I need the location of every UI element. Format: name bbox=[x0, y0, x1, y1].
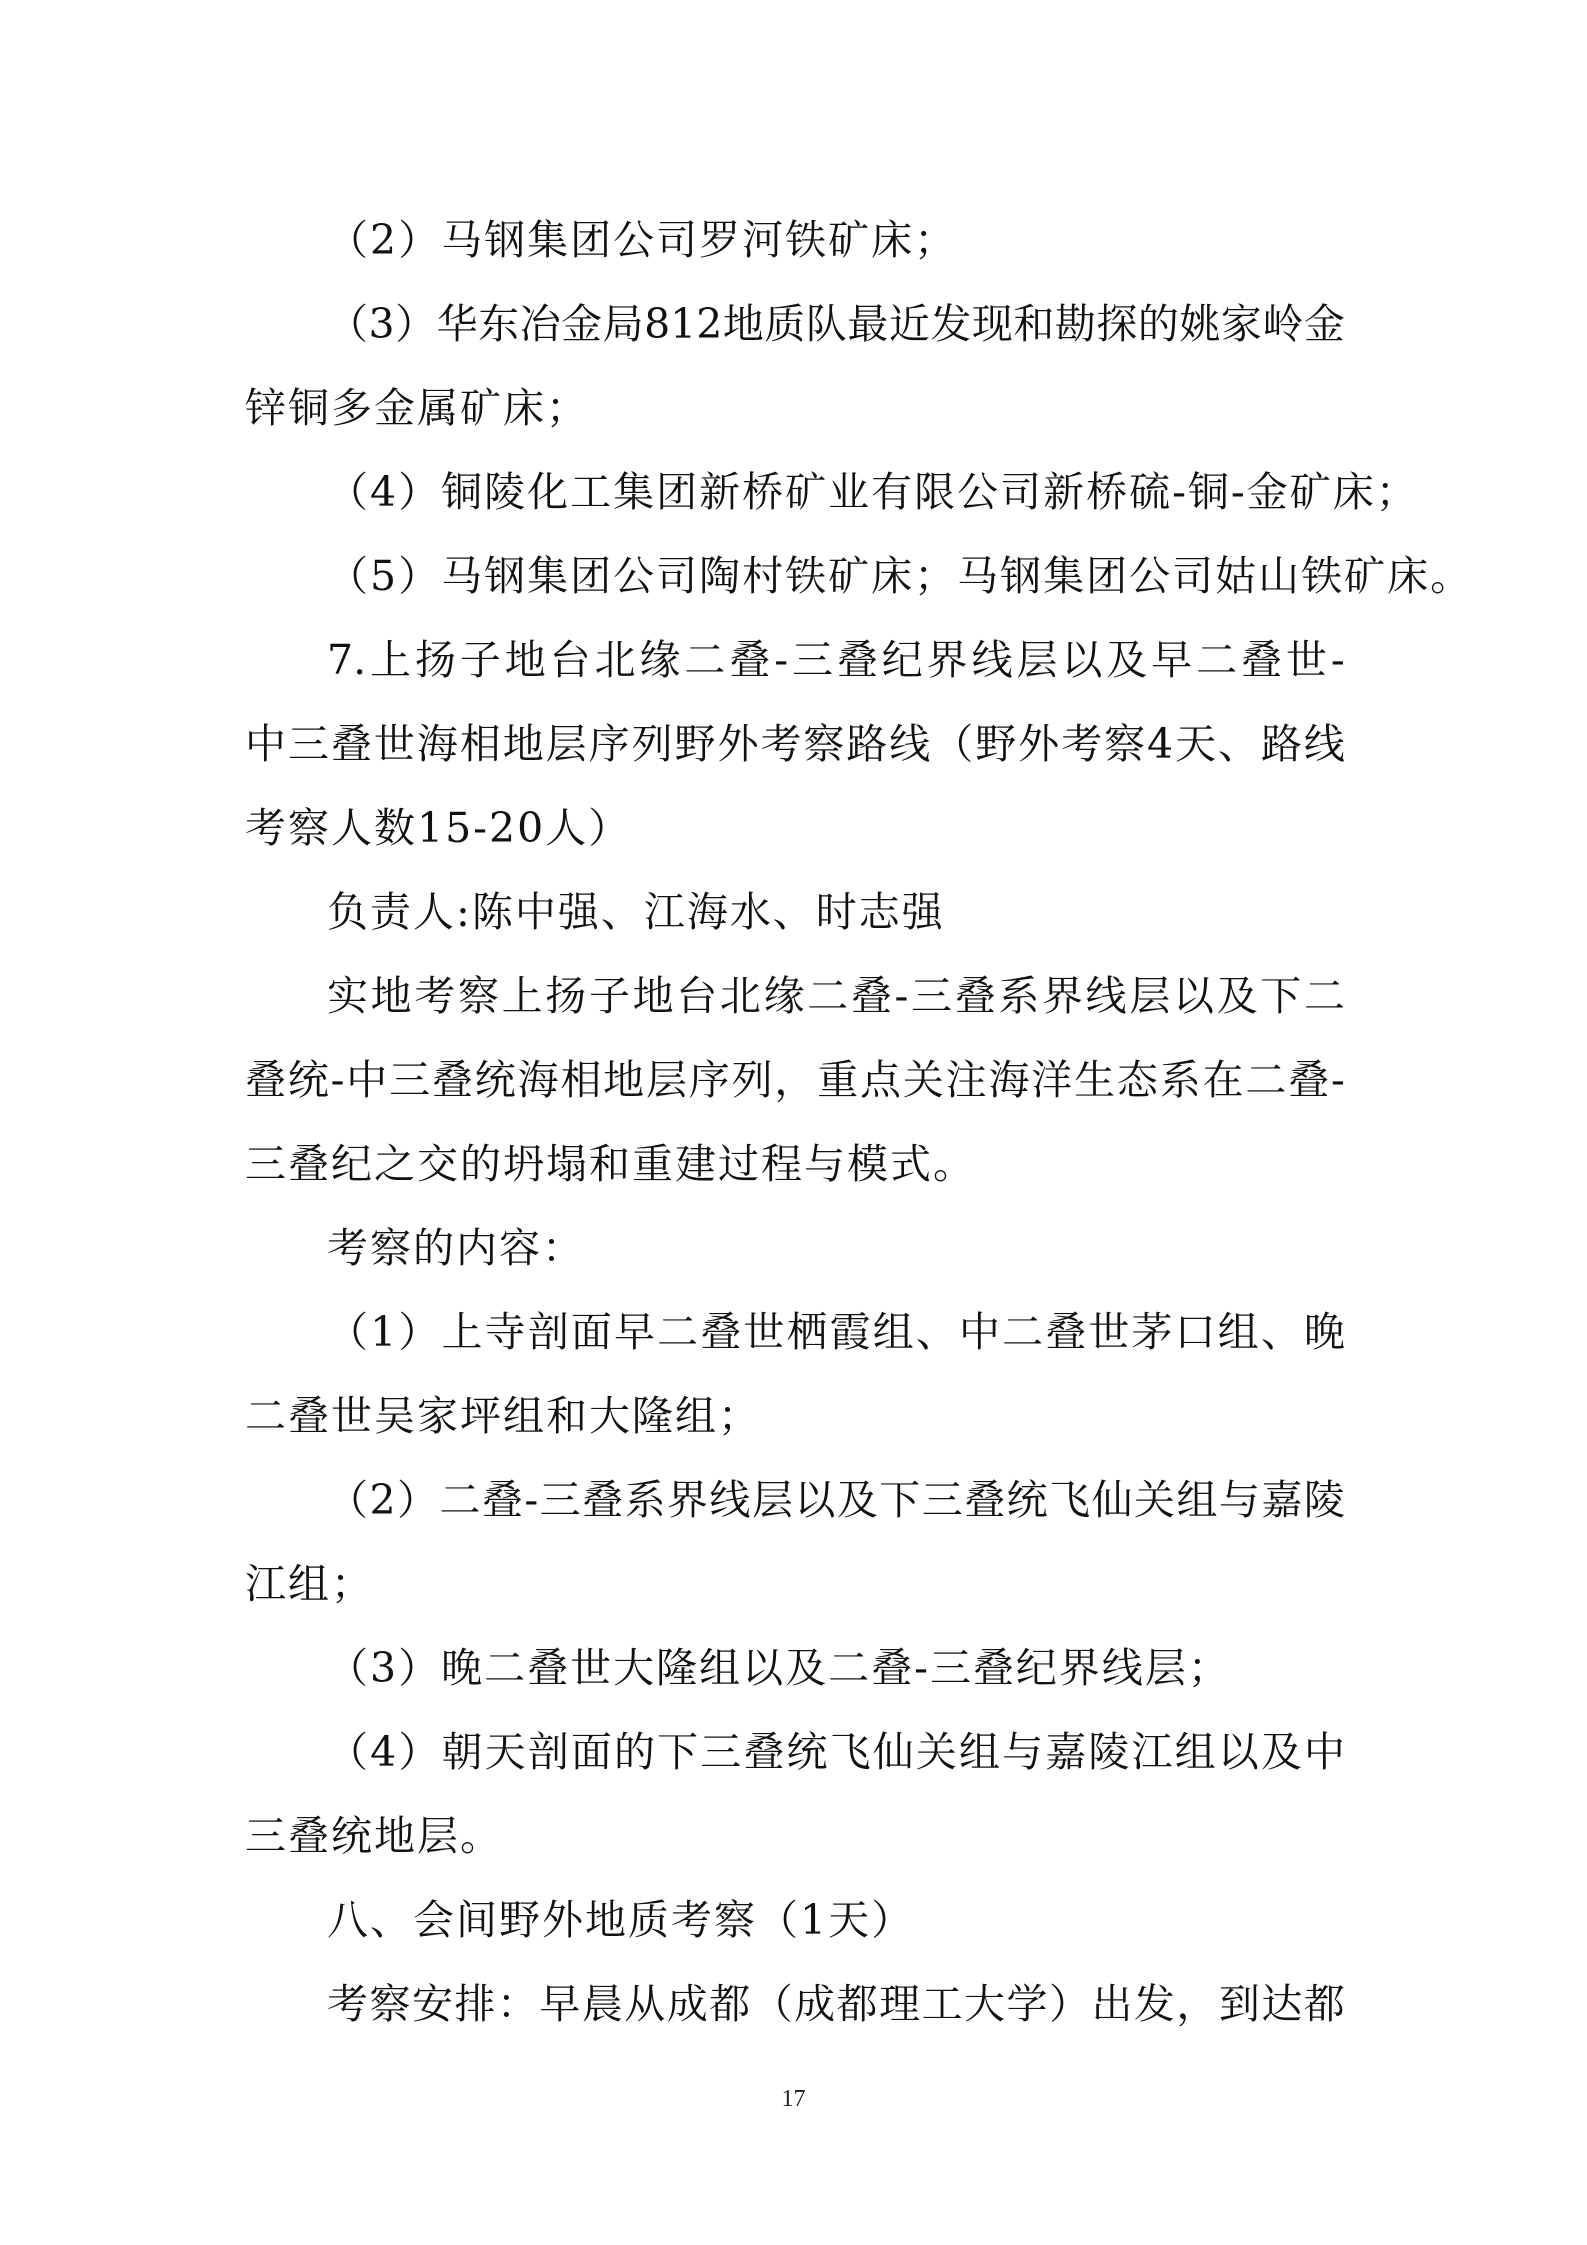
text-line: 锌铜多金属矿床； bbox=[245, 384, 589, 432]
text-line: （4）铜陵化工集团新桥矿业有限公司新桥硫-铜-金矿床； bbox=[327, 468, 1419, 516]
document-body bbox=[245, 198, 1474, 2046]
text-line: 二叠世吴家坪组和大隆组； bbox=[245, 1392, 761, 1440]
text-line: 负责人:陈中强、江海水、时志强 bbox=[327, 888, 945, 936]
text-line: 八、会间野外地质考察（1天） bbox=[327, 1896, 915, 1944]
text-line: 叠 统 - 中 三 叠 统 海 相 地 层 序 列 ， 重 点 关 注 海 洋 生 态 系 在 二 叠 - bbox=[245, 1056, 1345, 1104]
text-line: 三叠纪之交的坍塌和重建过程与模式。 bbox=[245, 1140, 976, 1188]
text-line: 考察人数15-20人） bbox=[245, 804, 632, 852]
text-line: 三叠统地层。 bbox=[245, 1812, 503, 1860]
text-line: （ 1 ） 上 寺 剖 面 早 二 叠 世 栖 霞 组 、 中 二 叠 世 茅 口 组 、 晚 bbox=[327, 1308, 1345, 1356]
text-line: （ 2 ） 二 叠 - 三 叠 系 界 线 层 以 及 下 三 叠 统 飞 仙 关 组 与 嘉 陵 bbox=[327, 1476, 1345, 1524]
text-line: 中 三 叠 世 海 相 地 层 序 列 野 外 考 察 路 线 （ 野 外 考 察 4 天 、 路 线 bbox=[245, 720, 1345, 768]
text-line: 考察的内容： bbox=[327, 1224, 585, 1272]
text-line: （2）马钢集团公司罗河铁矿床； bbox=[327, 216, 958, 264]
text-line: （3）晚二叠世大隆组以及二叠-三叠纪界线层； bbox=[327, 1644, 1231, 1692]
text-line: 江组； bbox=[245, 1560, 374, 1608]
text-line: 7. 上 扬 子 地 台 北 缘 二 叠 - 三 叠 纪 界 线 层 以 及 早 二 叠 世 - bbox=[327, 636, 1345, 684]
text-line: 实 地 考 察 上 扬 子 地 台 北 缘 二 叠 - 三 叠 系 界 线 层 以 及 下 二 bbox=[327, 972, 1345, 1020]
page-number: 17 bbox=[781, 2086, 806, 2112]
text-line: （5）马钢集团公司陶村铁矿床；马钢集团公司姑山铁矿床。 bbox=[327, 552, 1474, 600]
text-line: （ 4 ） 朝 天 剖 面 的 下 三 叠 统 飞 仙 关 组 与 嘉 陵 江 组 以 及 中 bbox=[327, 1728, 1345, 1776]
text-line: 考 察 安 排 ： 早 晨 从 成 都 （ 成 都 理 工 大 学 ） 出 发 ， 到 达 都 bbox=[327, 1980, 1345, 2028]
text-line: （ 3 ） 华 东 冶 金 局 812 地 质 队 最 近 发 现 和 勘 探 的 姚 家 岭 金 bbox=[327, 300, 1345, 348]
